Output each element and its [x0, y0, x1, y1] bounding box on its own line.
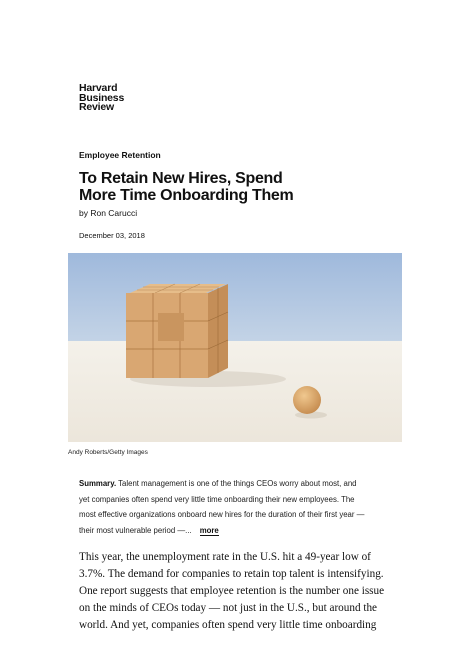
summary-line-2: yet companies often spend very little time onboarding their new employees. The: [79, 494, 355, 504]
summary-text-4: their most vulnerable period —...: [79, 525, 192, 535]
body-line-5: world. And yet, companies often spend very little time onboarding: [79, 619, 377, 631]
article-body: [79, 549, 399, 634]
more-link[interactable]: more: [199, 525, 219, 535]
publish-date: December 03, 2018: [79, 231, 145, 240]
body-line-1: This year, the unemployment rate in the U.S. hit a 49-year low of: [79, 551, 371, 563]
summary-line-3: most effective organizations onboard new hires for the duration of their first year —: [79, 510, 365, 519]
byline[interactable]: by Ron Carucci: [79, 208, 138, 218]
summary-label: Summary.: [79, 479, 117, 488]
hero-image: [68, 253, 402, 442]
wooden-cube-illustration: [68, 253, 402, 442]
article-summary: [79, 476, 395, 538]
headline-line-1: To Retain New Hires, Spend: [79, 170, 283, 187]
headline-line-2: More Time Onboarding Them: [79, 187, 294, 204]
hbr-logo[interactable]: [79, 84, 124, 113]
logo-line-3: Review: [79, 101, 114, 113]
body-line-4: on the minds of CEOs today — not just in the U.S., but around the: [79, 602, 378, 614]
wooden-ball: [293, 386, 321, 414]
logo-line-2: Business: [79, 91, 125, 104]
body-line-3: One report suggests that employee retention is the number one issue: [79, 585, 385, 597]
summary-text-1: Talent management is one of the things CEOs worry about most, and: [118, 479, 357, 488]
summary-line-4: [79, 523, 395, 539]
sky-backdrop: [68, 253, 402, 341]
summary-line-1: [79, 476, 395, 492]
logo-line-1: Harvard: [79, 82, 118, 94]
topic-kicker[interactable]: Employee Retention: [79, 150, 161, 160]
body-line-2: 3.7%. The demand for companies to retain top talent is intensifying.: [79, 568, 384, 580]
article-headline: [79, 170, 399, 204]
image-credit: Andy Roberts/Getty Images: [68, 449, 148, 456]
floor-surface: [68, 341, 402, 442]
offset-block: [158, 313, 184, 341]
